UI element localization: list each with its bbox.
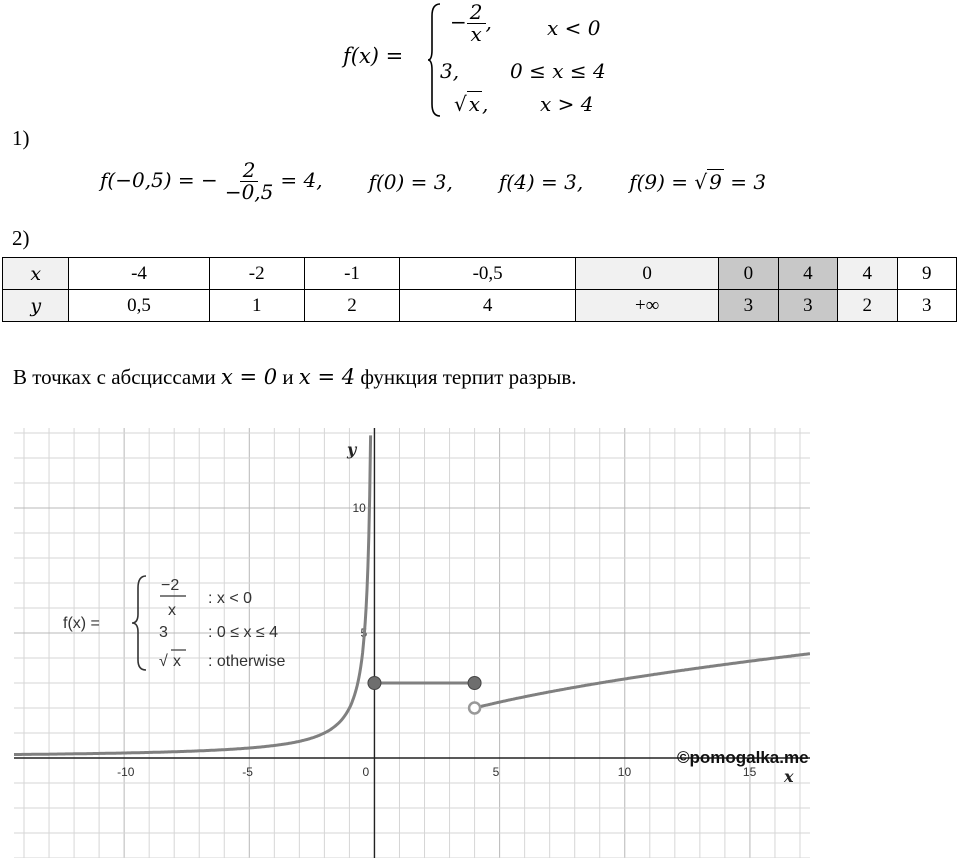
x-tick-label: -5	[242, 765, 253, 779]
x-row	[3, 258, 957, 290]
closed-point	[468, 677, 481, 690]
x-cell: 0	[719, 258, 778, 290]
x-cell: -0,5	[400, 258, 576, 290]
x-tick-label: -10	[117, 765, 135, 779]
y-cell: 3	[778, 290, 837, 322]
legend-case1-num: −2	[161, 577, 180, 594]
part1-equations	[100, 160, 766, 203]
y-cell: 2	[304, 290, 399, 322]
x-tick-label: 10	[617, 765, 632, 779]
x-cell: -2	[209, 258, 304, 290]
y-tick-label: 5	[360, 626, 368, 640]
y-cell: +∞	[576, 290, 719, 322]
grid	[14, 428, 810, 858]
eq1: f(−0,5) = − $\frac{2}{-0,5}$ = 4,	[100, 158, 323, 204]
y-tick-label: 10	[352, 501, 366, 515]
x-cell: 9	[897, 258, 957, 290]
legend-brace	[132, 576, 146, 670]
legend-case2-val: 3	[159, 624, 168, 641]
x-cell: 0	[576, 258, 719, 290]
case-3-condition: x > 4	[540, 92, 594, 116]
x-tick-label: 0	[362, 765, 370, 779]
y-cell: 2	[838, 290, 897, 322]
function-name: f(x) =	[343, 44, 404, 68]
x-cell: 4	[838, 258, 897, 290]
legend-case3-cond: : otherwise	[208, 653, 286, 670]
eq2: f(0) = 3,	[368, 169, 453, 194]
open-point	[469, 703, 480, 714]
y-cell: 3	[897, 290, 957, 322]
y-cell: 4	[400, 290, 576, 322]
case-1: − $\frac{2}{x}$ ,	[450, 0, 492, 46]
conclusion-text: В точках с абсциссами x = 0 и x = 4 функция терпит разрыв.	[13, 365, 577, 389]
x-cell: 4	[778, 258, 837, 290]
values-table	[2, 257, 957, 322]
legend-case1-den: x	[168, 602, 176, 619]
legend-case2-cond: : 0 ≤ x ≤ 4	[208, 624, 279, 641]
y-cell: 1	[209, 290, 304, 322]
part2-label: 2)	[12, 226, 30, 250]
legend-lhs: f(x) =	[63, 615, 100, 632]
function-graph	[14, 428, 810, 858]
piecewise-definition	[340, 0, 640, 122]
y-cell: 3	[719, 290, 778, 322]
axes	[14, 428, 810, 858]
part1-label: 1)	[12, 126, 30, 150]
x-cell: -1	[304, 258, 399, 290]
x-tick-label: 5	[492, 765, 500, 779]
y-row	[3, 290, 957, 322]
eq3: f(4) = 3,	[498, 169, 584, 194]
x-tick-label: 15	[742, 765, 757, 779]
case-3: √ x ,	[454, 92, 489, 116]
watermark: ©pomogalka.me	[677, 748, 809, 767]
x-cell: -4	[69, 258, 209, 290]
legend-case3-rad: x	[173, 653, 181, 670]
eq4: f(9) = √ 9 = 3	[629, 169, 767, 194]
legend-case1-cond: : x < 0	[208, 590, 253, 607]
y-axis-label: y	[347, 440, 357, 459]
y-header: y	[3, 290, 69, 322]
y-cell: 0,5	[69, 290, 209, 322]
x-axis-label: x	[784, 767, 794, 786]
case-1-condition: x < 0	[547, 16, 601, 40]
case-2: 3,	[440, 59, 460, 83]
legend-case3-root: √	[159, 653, 168, 670]
x-header: x	[3, 258, 69, 290]
case-2-condition: 0 ≤ x ≤ 4	[510, 59, 606, 83]
closed-point	[368, 677, 381, 690]
